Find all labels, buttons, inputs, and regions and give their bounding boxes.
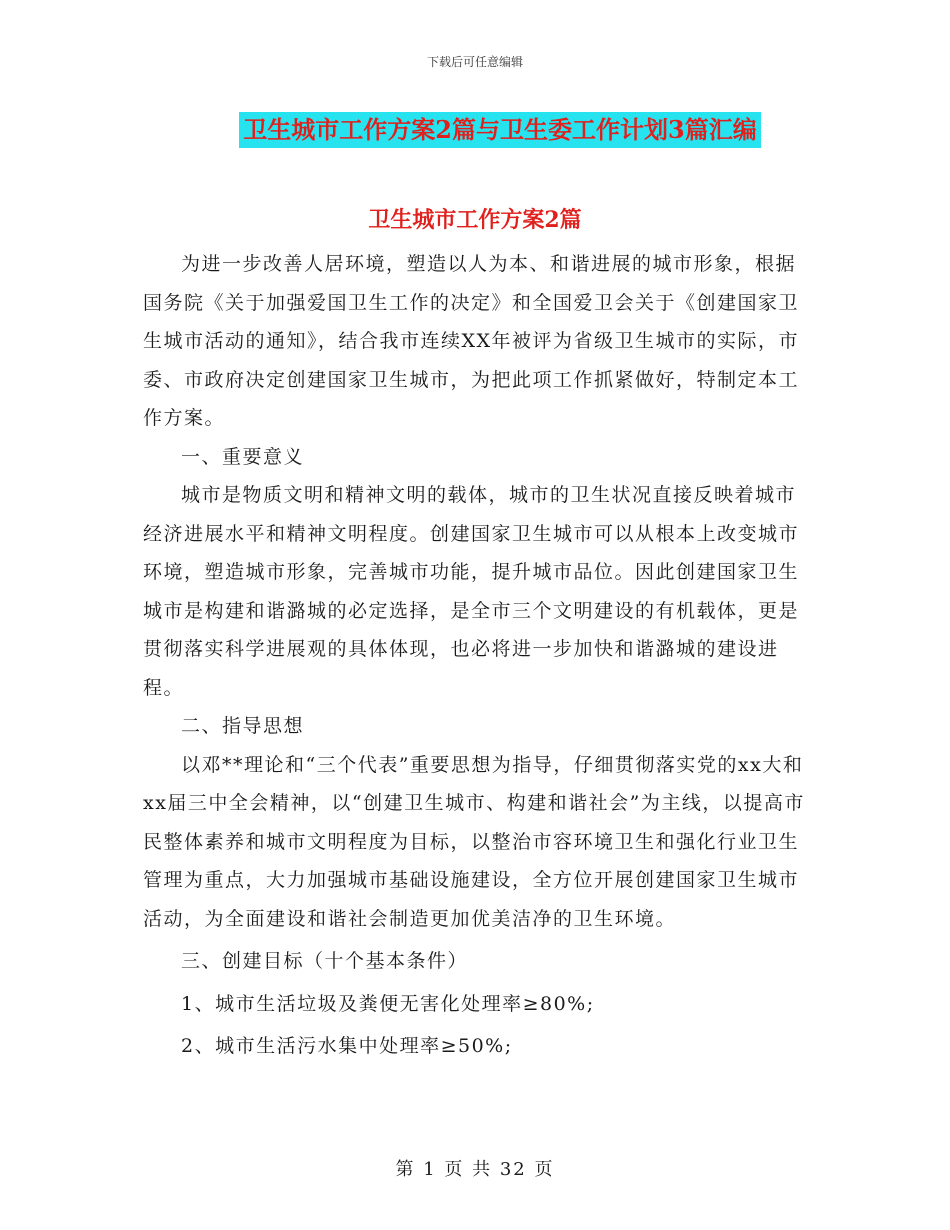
- doc-title-wrap: [0, 112, 950, 148]
- heading-guiding-ideology: 二、指导思想: [181, 715, 305, 737]
- paragraph-guiding-ideology: 以邓**理论和“三个代表”重要思想为指导，仔细贯彻落实党的xx大和xx届三中全会精神，以“创建卫生城市、构建和谐社会”为主线，以提高市民整体素养和城市文明程度为目标，以整治市容环境卫生和强化行业卫生管理为重点，大力加强城市基础设施建设，全方位开展创建国家卫生城市活动，为全面建设和谐社会制造更加优美洁净的卫生环境。: [143, 753, 805, 930]
- header-note: 下载后可任意编辑: [426, 55, 523, 69]
- list-item-2: 2、城市生活污水集中处理率≥50%;: [181, 1035, 513, 1057]
- paragraph-significance: 城市是物质文明和精神文明的载体，城市的卫生状况直接反映着城市经济进展水平和精神文明程度。创建国家卫生城市可以从根本上改变城市环境，塑造城市形象，完善城市功能，提升城市品位。因此创建国家卫生城市是构建和谐潞城的必定选择，是全市三个文明建设的有机载体，更是贯彻落实科学进展观的具体体现，也必将进一步加快和谐潞城的建设进程。: [143, 484, 800, 699]
- list-item-1: 1、城市生活垃圾及粪便无害化处理率≥80%;: [181, 992, 595, 1015]
- heading-targets: 三、创建目标（十个基本条件）: [181, 950, 469, 972]
- paragraph-intro: 为进一步改善人居环境，塑造以人为本、和谐进展的城市形象，根据国务院《关于加强爱国卫生工作的决定》和全国爱卫会关于《创建国家卫生城市活动的通知》，结合我市连续XX年被评为省级卫生城市的实际，市委、市政府决定创建国家卫生城市，为把此项工作抓紧做好，特制定本工作方案。: [143, 253, 800, 429]
- heading-significance: 一、重要意义: [181, 445, 305, 468]
- document-title: 卫生城市工作方案2篇与卫生委工作计划3篇汇编: [239, 112, 760, 148]
- section-title: 卫生城市工作方案2篇: [368, 207, 582, 233]
- document-body: [143, 245, 808, 1066]
- page-footer: 第 1 页 共 32 页: [395, 1159, 555, 1180]
